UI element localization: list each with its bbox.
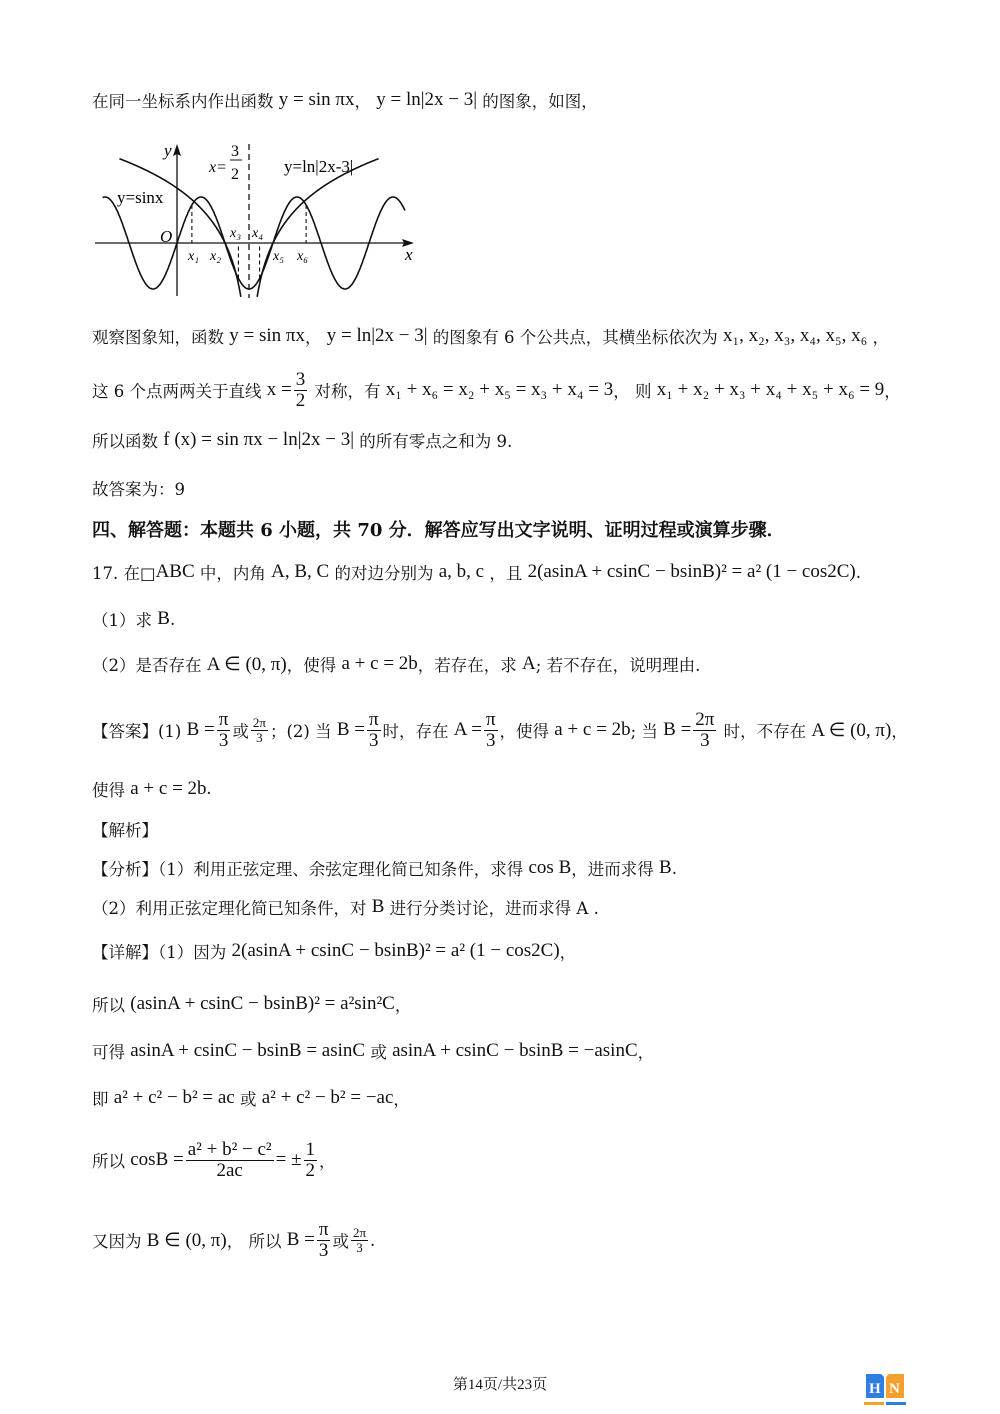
text-line <box>92 710 908 751</box>
math-expression: a + c = 2b <box>341 653 418 674</box>
math-expression: A <box>522 653 536 674</box>
text-run: ， <box>394 996 412 1015</box>
hn-logo <box>862 1372 908 1408</box>
denominator: 3 <box>485 729 496 751</box>
text-run: . <box>370 1230 376 1250</box>
text-run: ，若存在，求 <box>417 656 523 675</box>
function-graph <box>92 136 422 302</box>
text-line <box>92 560 861 584</box>
text-run: ; 若不存在，说明理由. <box>535 656 701 675</box>
numerator: 1 <box>305 1139 316 1160</box>
fraction <box>186 1140 274 1181</box>
math-expression: B <box>371 896 385 917</box>
text-run: 故答案为：9 <box>92 480 185 499</box>
math-expression: A, B, C <box>271 561 330 582</box>
text-run: 所以 <box>92 1152 131 1172</box>
text-run: 进行分类讨论，进而求得 A . <box>384 899 599 918</box>
text-line <box>92 817 158 841</box>
x4-label: x₄ <box>252 226 264 241</box>
numerator: 2π <box>352 1225 367 1241</box>
text-run: ， <box>304 328 327 347</box>
math-expression: ABC <box>155 561 195 582</box>
text-run: 的所有零点之和为 9. <box>354 432 513 451</box>
text-run: ，进而求得 <box>571 860 659 879</box>
text-run: ，使得 <box>499 722 555 742</box>
fraction <box>484 710 498 751</box>
logo-n: N <box>889 1381 900 1397</box>
text-run: ，且 <box>484 564 528 583</box>
numerator: 2π <box>695 709 715 730</box>
text-line <box>92 1140 336 1181</box>
x-axis-label: x <box>405 245 413 264</box>
x5-label: x₅ <box>273 249 285 264</box>
symmetry-denominator: 2 <box>231 166 239 183</box>
symmetry-numerator: 3 <box>231 143 239 160</box>
text-line <box>92 939 576 963</box>
fraction <box>251 716 268 744</box>
math-expression: a + c = 2b. <box>130 778 212 799</box>
text-run: 【答案】(1) <box>92 722 187 742</box>
text-line <box>92 370 901 411</box>
text-run: ， <box>319 1152 336 1172</box>
text-run: ， <box>559 943 577 962</box>
math-expression: (asinA + csinC − bsinB)² = a²sin²C <box>130 993 395 1014</box>
text-run: 使得 <box>92 781 131 800</box>
math-expression: y = ln|2x − 3| <box>376 89 478 110</box>
fraction <box>217 710 231 751</box>
text-run: 即 <box>92 1090 114 1109</box>
text-run: 的图象有 6 个公共点，其横坐标依次为 <box>427 328 724 347</box>
ln-curve-left <box>119 159 240 297</box>
text-run: 【详解】（1）因为 <box>92 943 232 962</box>
denominator: 3 <box>318 1239 329 1261</box>
x1-label: x₁ <box>188 249 200 264</box>
text-run: （1）求 <box>92 611 158 630</box>
text-line <box>92 324 889 348</box>
denominator: 3 <box>369 729 379 751</box>
text-line <box>92 607 175 631</box>
text-run: 可得 <box>92 1043 131 1062</box>
text-run: 【分析】（1）利用正弦定理、余弦定理化简已知条件，求得 <box>92 860 529 879</box>
fraction <box>693 710 716 751</box>
numerator: π <box>485 709 496 730</box>
text-line <box>92 516 785 542</box>
text-line <box>92 992 411 1016</box>
math-expression: A ∈ (0, π) <box>206 653 287 675</box>
math-expression: 2(asinA + csinC − bsinB)² = a² (1 − cos2C) <box>527 561 856 582</box>
denominator: 3 <box>218 729 229 751</box>
math-expression: a² + c² − b² = ac <box>113 1087 235 1108</box>
text-line <box>92 88 598 112</box>
fraction <box>294 370 308 411</box>
math-expression: y = sin πx <box>229 325 305 346</box>
text-line <box>92 777 211 801</box>
math-expression: 2(asinA + csinC − bsinB)² = a² (1 − cos2C) <box>231 940 560 961</box>
text-line <box>92 856 677 880</box>
numerator: 2π <box>252 715 266 731</box>
numerator: a² + b² − c² <box>187 1139 272 1160</box>
denominator: 2 <box>295 389 306 411</box>
text-run: 或 <box>232 722 249 742</box>
text-run: ， 则 <box>613 382 657 402</box>
math-expression: B <box>659 857 672 878</box>
x6-label: x₆ <box>297 249 309 264</box>
text-run: 对称，有 <box>309 382 386 402</box>
ln-curve-right <box>257 159 378 297</box>
text-run: ， <box>884 382 901 402</box>
math-expression: x₁ + x₆ = x₂ + x₅ = x₃ + x₄ = 3 <box>385 379 614 401</box>
math-expression: a + c = 2b <box>554 719 631 741</box>
math-expression: B = <box>663 719 692 741</box>
math-expression: cos B <box>528 857 572 878</box>
text-run: . <box>671 858 677 878</box>
text-run: ， <box>354 92 377 111</box>
denominator: 2ac <box>216 1159 243 1181</box>
math-expression: B ∈ (0, π) <box>146 1229 227 1251</box>
text-run: 或 <box>234 1090 262 1109</box>
text-run: ， <box>393 1090 410 1109</box>
math-expression: B = <box>286 1229 315 1251</box>
text-run: 【解析】 <box>92 821 158 840</box>
fraction <box>317 1220 331 1261</box>
numerator: 3 <box>295 369 306 390</box>
text-run: ; 当 <box>630 722 664 742</box>
text-run: （2）是否存在 <box>92 656 207 675</box>
text-run: 所以函数 <box>92 432 164 451</box>
numerator: π <box>318 1219 329 1240</box>
text-line <box>92 1220 375 1261</box>
denominator: 2 <box>305 1159 316 1181</box>
text-run: 又因为 <box>92 1232 147 1252</box>
math-expression: x = <box>266 379 292 401</box>
text-run: 四、解答题：本题共 6 小题，共 70 分．解答应写出文字说明、证明过程或演算步骤． <box>92 520 785 541</box>
text-run: . <box>169 609 176 629</box>
text-run: ；(2) 当 <box>269 722 337 742</box>
math-expression: asinA + csinC − bsinB = −asinC <box>392 1040 638 1061</box>
math-expression: x₁, x₂, x₃, x₄, x₅, x₆ <box>723 325 868 346</box>
math-expression: A = <box>453 719 482 741</box>
math-expression: B = <box>336 719 365 741</box>
math-expression: f (x) = sin πx − ln|2x − 3| <box>163 429 355 450</box>
text-run: （2）利用正弦定理化简已知条件，对 <box>92 899 372 918</box>
text-line <box>92 1086 410 1110</box>
text-run: 时，不存在 <box>718 722 812 742</box>
text-run: 的对边分别为 <box>329 564 439 583</box>
origin-label: O <box>160 227 173 246</box>
y-axis-label: y <box>164 141 172 160</box>
text-line <box>92 895 599 919</box>
numerator: π <box>368 709 379 730</box>
symmetry-line-label: x= <box>209 159 227 176</box>
fraction <box>351 1226 368 1254</box>
math-expression: asinA + csinC − bsinB = asinC <box>130 1040 366 1061</box>
fraction <box>367 710 381 751</box>
text-run: . <box>855 562 862 582</box>
text-run: 这 6 个点两两关于直线 <box>92 382 267 402</box>
math-expression: B <box>157 608 170 629</box>
math-expression: = ± <box>275 1149 302 1171</box>
math-expression: a² + c² − b² = −ac <box>261 1087 394 1108</box>
denominator: 3 <box>356 1239 363 1255</box>
text-run: 所以 <box>92 996 131 1015</box>
text-run: ， <box>867 328 890 347</box>
text-run: 中，内角 <box>194 564 272 583</box>
denominator: 3 <box>256 729 263 745</box>
text-run: ， <box>637 1043 655 1062</box>
x3-label: x₃ <box>230 226 242 241</box>
text-run: 的图象，如图， <box>477 92 598 111</box>
math-expression: cosB = <box>130 1149 184 1171</box>
text-run: ， <box>891 722 908 742</box>
math-expression: A ∈ (0, π) <box>811 719 892 741</box>
x2-label: x₂ <box>210 249 222 264</box>
logo-h: H <box>869 1381 881 1397</box>
text-line <box>92 652 700 676</box>
text-run: 或 <box>365 1043 393 1062</box>
text-line <box>92 428 512 452</box>
math-expression: a, b, c <box>438 561 485 582</box>
ln-curve-label: y=ln|2x-3| <box>284 157 354 176</box>
sin-curve-label: y=sinx <box>117 188 164 207</box>
denominator: 3 <box>700 729 710 751</box>
text-run: 17. 在□ <box>92 564 156 583</box>
text-run: ，使得 <box>286 656 342 675</box>
fraction <box>304 1140 318 1181</box>
math-expression: B = <box>186 719 215 741</box>
math-expression: y = sin πx <box>278 89 355 110</box>
text-run: 时，存在 <box>382 722 454 742</box>
text-line <box>92 1039 654 1063</box>
text-run: 在同一坐标系内作出函数 <box>92 92 279 111</box>
numerator: π <box>218 709 229 730</box>
text-run: ， 所以 <box>226 1232 287 1252</box>
text-run: 观察图象知，函数 <box>92 328 230 347</box>
math-expression: y = ln|2x − 3| <box>326 325 428 346</box>
page-footer: 第14页/共23页 <box>452 1377 548 1393</box>
text-run: 或 <box>332 1232 349 1252</box>
text-line <box>92 476 185 500</box>
math-expression: x₁ + x₂ + x₃ + x₄ + x₅ + x₆ = 9 <box>656 379 885 401</box>
